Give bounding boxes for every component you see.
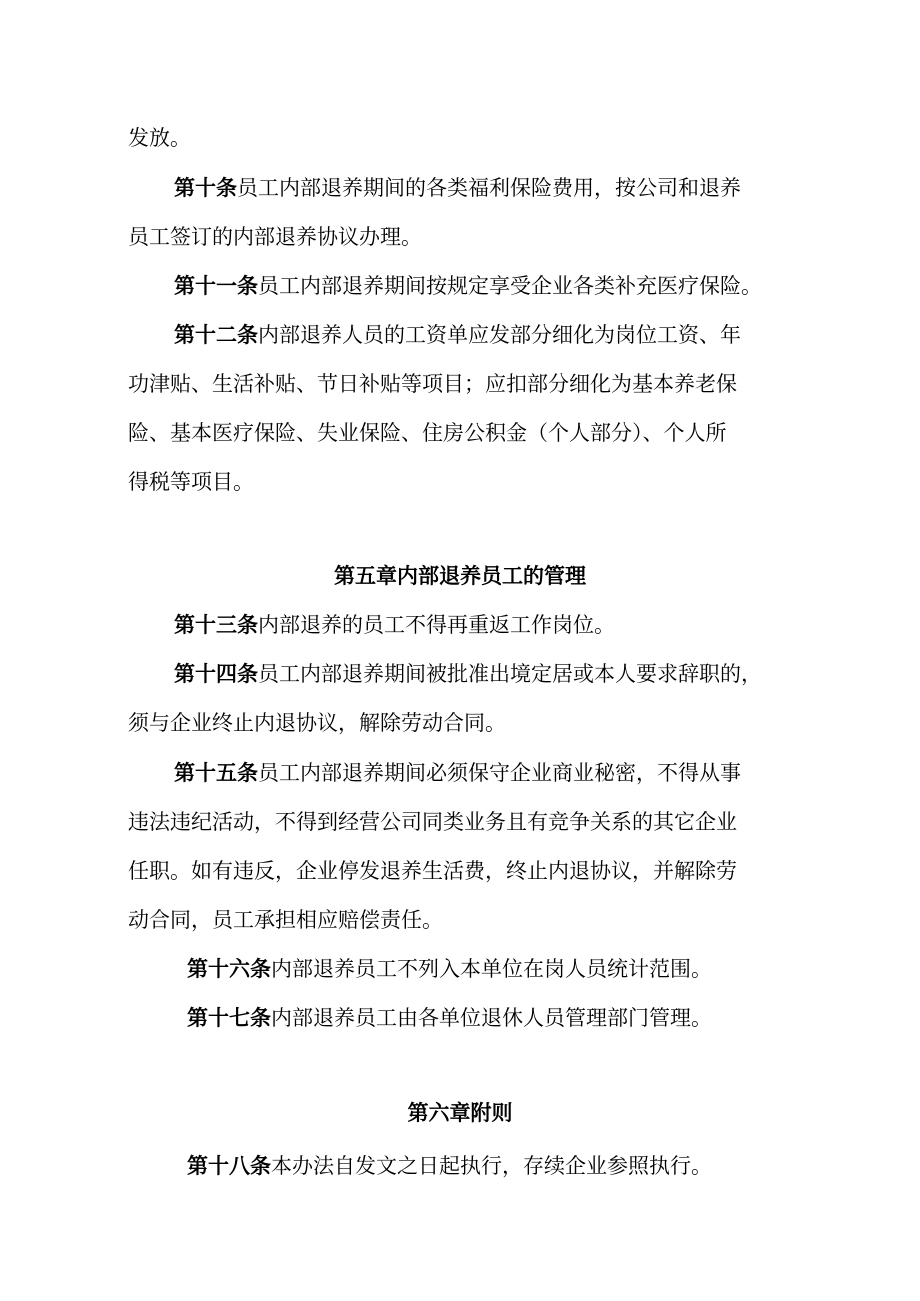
article-text: 内部退养员工不列入本单位在岗人员统计范围。 xyxy=(271,957,712,981)
article-12 xyxy=(174,320,741,350)
chapter-6-heading: 第六章附则 xyxy=(407,1101,513,1125)
article-text: 险、基本医疗保险、失业保险、住房公积金（个人部分）、个人所 xyxy=(128,421,727,445)
article-label: 第十三条 xyxy=(174,613,258,637)
article-11 xyxy=(174,271,762,301)
article-16 xyxy=(187,954,712,984)
article-text: 员工内部退养期间按规定享受企业各类补充医疗保险。 xyxy=(258,274,762,298)
article-17 xyxy=(187,1003,712,1033)
article-label: 第十六条 xyxy=(187,957,271,981)
article-text: 本办法自发文之日起执行，存续企业参照执行。 xyxy=(271,1154,712,1178)
article-text: 得税等项目。 xyxy=(128,470,254,494)
article-text: 内部退养人员的工资单应发部分细化为岗位工资、年 xyxy=(258,323,741,347)
article-10-cont xyxy=(128,222,422,252)
article-text: 内部退养的员工不得再重返工作岗位。 xyxy=(258,613,615,637)
article-text: 员工内部退养期间必须保守企业商业秘密，不得从事 xyxy=(258,761,741,785)
article-13 xyxy=(174,610,615,640)
article-label: 第十一条 xyxy=(174,274,258,298)
article-12-cont xyxy=(128,418,727,448)
text: 发放。 xyxy=(128,126,191,150)
article-label: 第十四条 xyxy=(174,662,258,686)
article-label: 第十七条 xyxy=(187,1006,271,1030)
article-text: 员工签订的内部退养协议办理。 xyxy=(128,225,422,249)
article-text: 动合同，员工承担相应赔偿责任。 xyxy=(128,908,443,932)
article-label: 第十五条 xyxy=(174,761,258,785)
article-15-cont xyxy=(128,856,737,886)
article-text: 须与企业终止内退协议，解除劳动合同。 xyxy=(128,711,506,735)
article-14-cont xyxy=(128,708,506,738)
article-label: 第十八条 xyxy=(187,1154,271,1178)
article-text: 任职。如有违反，企业停发退养生活费，终止内退协议，并解除劳 xyxy=(128,859,737,883)
article-text: 违法违纪活动，不得到经营公司同类业务且有竞争关系的其它企业 xyxy=(128,810,737,834)
article-10 xyxy=(174,173,741,203)
article-15-cont xyxy=(128,905,443,935)
paragraph-fragment xyxy=(128,123,191,153)
article-label: 第十条 xyxy=(174,176,237,200)
article-15 xyxy=(174,758,741,788)
article-12-cont xyxy=(128,369,737,399)
article-14 xyxy=(174,659,762,689)
article-15-cont xyxy=(128,807,737,837)
article-label: 第十二条 xyxy=(174,323,258,347)
article-text: 员工内部退养期间的各类福利保险费用，按公司和退养 xyxy=(237,176,741,200)
article-12-cont xyxy=(128,467,254,497)
article-18 xyxy=(187,1151,712,1181)
article-text: 内部退养员工由各单位退休人员管理部门管理。 xyxy=(271,1006,712,1030)
article-text: 员工内部退养期间被批准出境定居或本人要求辞职的， xyxy=(258,662,762,686)
article-text: 功津贴、生活补贴、节日补贴等项目；应扣部分细化为基本养老保 xyxy=(128,372,737,396)
chapter-5-heading: 第五章内部退养员工的管理 xyxy=(334,564,586,588)
